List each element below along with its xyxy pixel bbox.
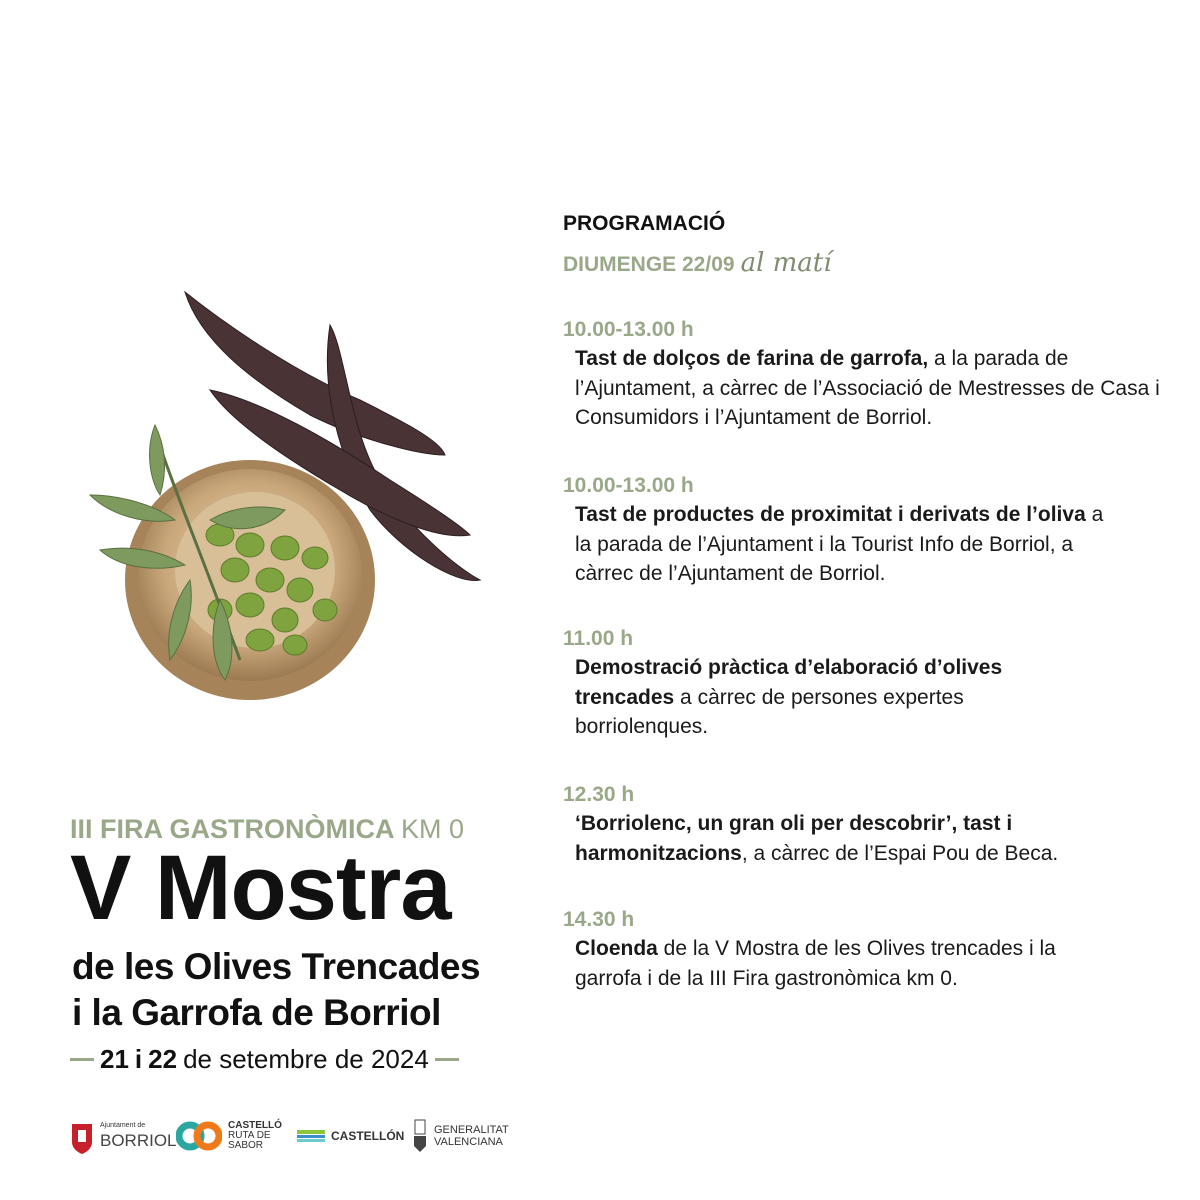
fair-name: III FIRA GASTRONÒMICA [70, 814, 394, 844]
dash-left [70, 1058, 94, 1061]
event-time: 10.00-13.00 h [563, 474, 694, 497]
logo-generalitat [412, 1116, 509, 1156]
event-description [575, 809, 1135, 868]
event-description [575, 934, 1120, 993]
ruta-line-2: RUTA DE [228, 1130, 271, 1141]
event-detail: a càrrec de persones expertes borriolenques. [575, 685, 964, 738]
logo-ruta-sabor [176, 1116, 282, 1156]
gv-line-2: VALENCIANA [434, 1136, 503, 1148]
event-detail: a la parada de l’Ajuntament i la Tourist Info de Borriol, a càrrec de l’Ajuntament de Borriol. [575, 503, 1104, 585]
generalitat-crest-icon [412, 1118, 428, 1154]
title-line-2: i la Garrofa de Borriol [72, 992, 441, 1033]
event-title: ‘Borriolenc, un gran oli per descobrir’, tast i harmonitzacions [575, 812, 1013, 865]
event-item [563, 625, 1163, 742]
event-title: Tast de dolços de farina de garrofa, [575, 347, 929, 370]
event-description [575, 653, 1085, 742]
date-day-1: 21 [100, 1044, 129, 1074]
event-item [563, 472, 1163, 589]
event-time: 11.00 h [563, 627, 634, 650]
bowl [125, 460, 375, 700]
event-time: 14.30 h [563, 908, 635, 931]
dash-right [435, 1058, 459, 1061]
logo-castellon [297, 1116, 404, 1156]
event-title: Cloenda [575, 937, 658, 960]
event-description [575, 344, 1163, 433]
carob-and-olives-image [60, 280, 500, 720]
program-title: PROGRAMACIÓ [563, 212, 726, 235]
date-month-year: de setembre de 2024 [183, 1044, 429, 1074]
date-day-2: 22 [148, 1044, 178, 1074]
castellon-stripes-icon [297, 1129, 325, 1143]
day-date: DIUMENGE 22/09 [563, 253, 735, 276]
castellon-name: CASTELLÓN [331, 1129, 405, 1143]
gv-line-1: GENERALITAT [434, 1124, 509, 1136]
title-line-1: de les Olives Trencades [72, 946, 481, 987]
fair-km: KM 0 [401, 814, 465, 844]
event-time: 12.30 h [563, 783, 635, 806]
program-day [563, 248, 832, 278]
event-title: Demostració pràctica d’elaboració d’olives trencades [575, 656, 1003, 709]
event-description [575, 500, 1115, 589]
ruta-line-3: SABOR [228, 1140, 264, 1151]
logo-borriol [70, 1116, 177, 1156]
event-title: Tast de productes de proximitat i derivats de l’oliva [575, 503, 1086, 526]
event-item [563, 316, 1163, 433]
event-item [563, 781, 1163, 868]
main-title: V Mostra [70, 837, 451, 939]
event-date [70, 1044, 459, 1075]
date-conj: i [134, 1044, 143, 1074]
ruta-line-1: CASTELLÓ [228, 1120, 282, 1131]
event-detail: a la parada de l’Ajuntament, a càrrec de l’Associació de Mestresses de Casa i Consumidors i l’Ajuntament de Borriol. [575, 347, 1160, 429]
ruta-sabor-icon [176, 1121, 222, 1151]
event-time: 10.00-13.00 h [563, 318, 694, 341]
borriol-name: BORRIOL [100, 1131, 177, 1150]
event-item [563, 906, 1163, 993]
event-detail: , a càrrec de l’Espai Pou de Beca. [741, 841, 1059, 865]
borriol-shield-icon [70, 1118, 94, 1154]
event-detail: de la V Mostra de les Olives trencades i la garrofa i de la III Fira gastronòmica km 0. [575, 937, 1056, 990]
day-script: al matí [740, 248, 832, 278]
borriol-small: Ajuntament de [100, 1122, 146, 1129]
